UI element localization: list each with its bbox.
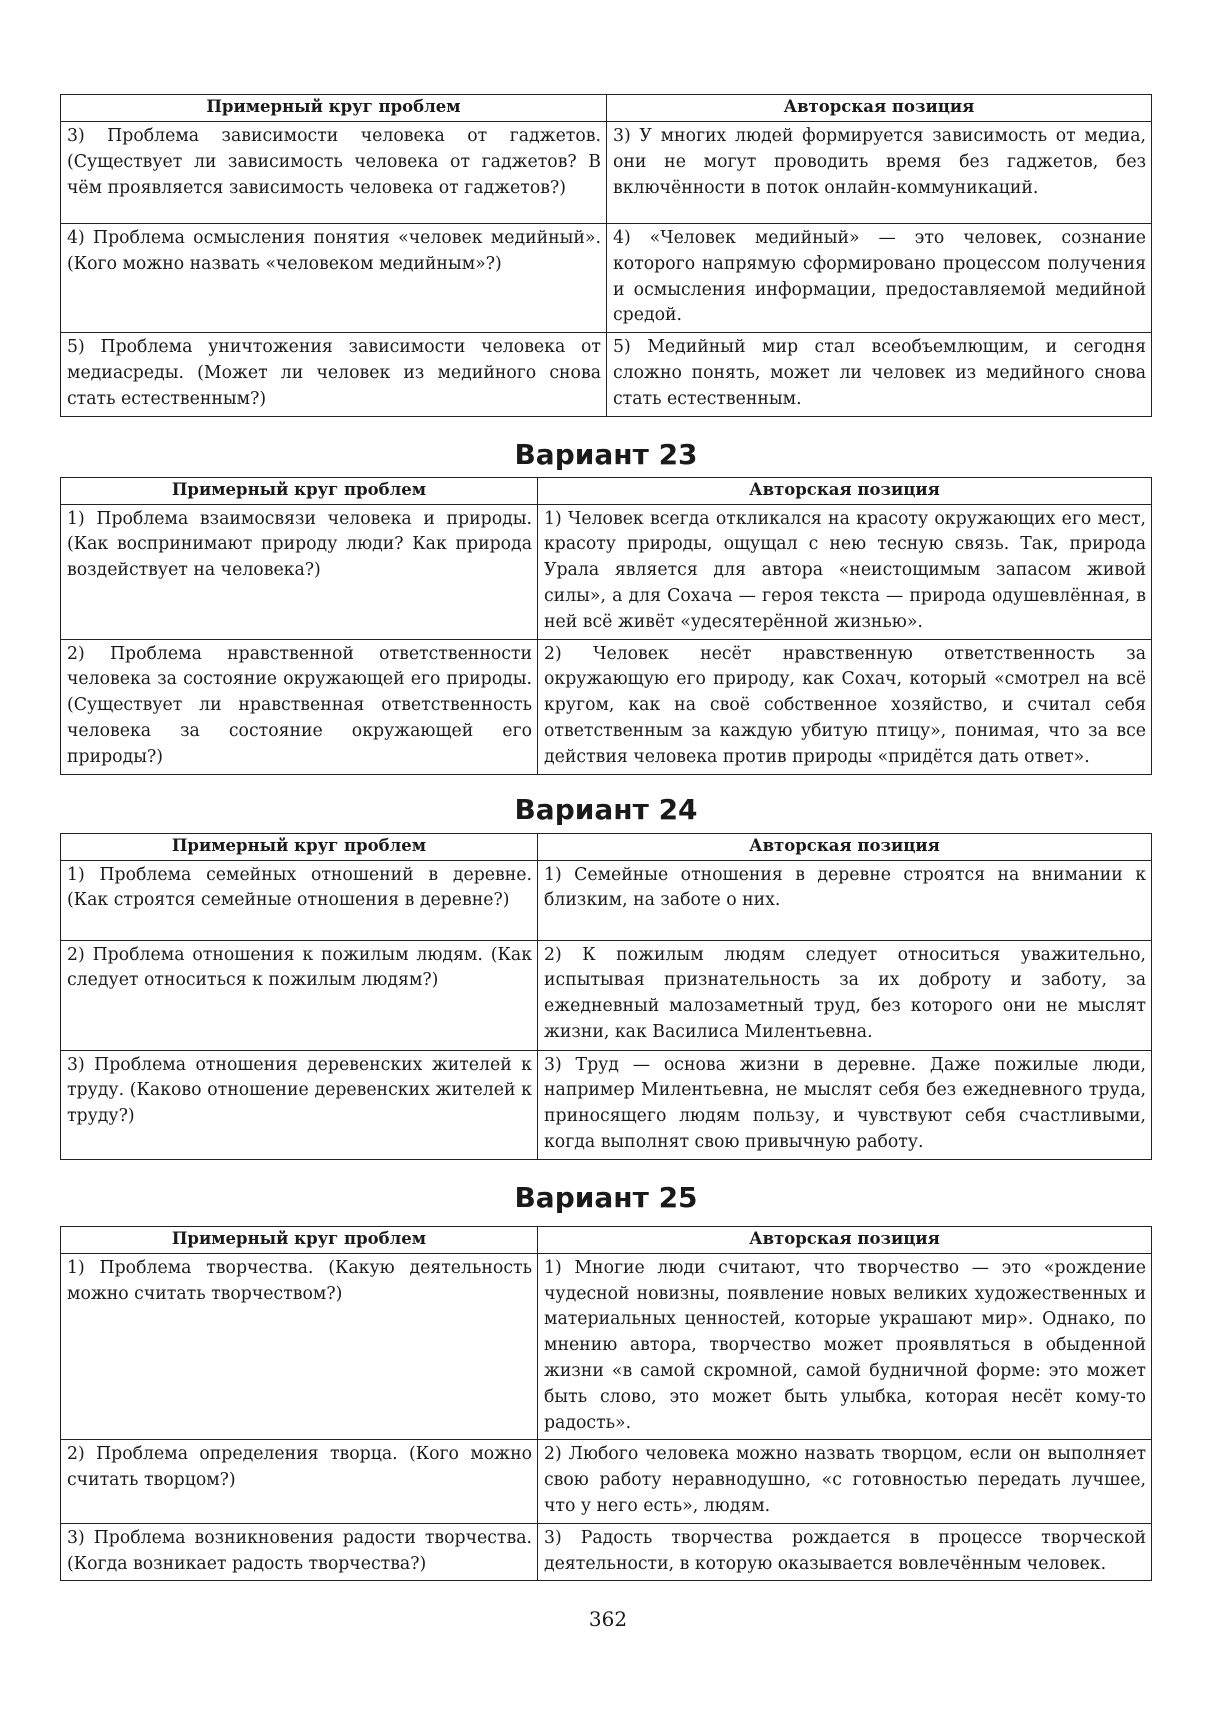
column-header-problems: Примерный круг проблем: [61, 95, 607, 122]
table-row: [61, 639, 1152, 774]
table-header-row: [61, 1226, 1152, 1253]
position-cell: 2) Любого человека можно назвать творцом, если он выполняет свою работу неравнодушно, «с готовностью передать лучшее, что у него есть», людям.: [538, 1440, 1152, 1523]
table-variant-24: [60, 833, 1152, 1160]
position-cell: 3) Радость творчества рождается в процессе творческой деятельности, в которую оказывается вовлечённым человек.: [538, 1523, 1152, 1581]
column-header-author-position: Авторская позиция: [538, 833, 1152, 860]
problem-cell: 2) Проблема определения творца. (Кого можно считать творцом?): [61, 1440, 538, 1523]
position-cell: 5) Медийный мир стал всеобъемлющим, и сегодня сложно понять, может ли человек из медийного снова стать естественным.: [607, 333, 1152, 416]
column-header-problems: Примерный круг проблем: [61, 833, 538, 860]
table-row: [61, 224, 1152, 333]
position-cell: 1) Многие люди считают, что творчество — это «рождение чудесной новизны, появление новых великих художественных и материальных ценностей, которые украшают мир». Однако, по мнению автора, творчество может проявляться в обыденной жизни «в самой скромной, самой будничной форме: это может быть слово, это может быть улыбка, которая несёт кому-то радость».: [538, 1253, 1152, 1440]
table-row: [61, 1523, 1152, 1581]
table-header-row: [61, 95, 1152, 122]
position-cell: 2) К пожилым людям следует относиться уважительно, испытывая признательность за их доброту и заботу, за ежедневный малозаметный труд, без которого они не мыслят жизни, как Василиса Милентьевна.: [538, 940, 1152, 1050]
table-variant-23: [60, 477, 1152, 775]
variant-25-heading: Вариант 25: [514, 1180, 698, 1214]
table-row: [61, 940, 1152, 1050]
position-cell: 4) «Человек медийный» — это человек, сознание которого напрямую сформировано процессом получения и осмысления информации, предоставляемой медийной средой.: [607, 224, 1152, 333]
table-variant-25: [60, 1226, 1152, 1582]
page-number: 362: [588, 1607, 628, 1631]
page-content: [60, 94, 1152, 1581]
problem-cell: 2) Проблема отношения к пожилым людям. (Как следует относиться к пожилым людям?): [61, 940, 538, 1050]
problem-cell: 3) Проблема отношения деревенских жителей к труду. (Каково отношение деревенских жителей к труду?): [61, 1050, 538, 1159]
column-header-author-position: Авторская позиция: [538, 477, 1152, 504]
table-row: [61, 333, 1152, 416]
table-previous-variant: [60, 94, 1152, 417]
problem-cell: 5) Проблема уничтожения зависимости человека от медиасреды. (Может ли человек из медийного снова стать естественным?): [61, 333, 607, 416]
problem-cell: 4) Проблема осмысления понятия «человек медийный». (Кого можно назвать «человеком медийным»?): [61, 224, 607, 333]
problem-cell: 1) Проблема взаимосвязи человека и природы. (Как воспринимают природу люди? Как природа воздействует на человека?): [61, 504, 538, 639]
table-header-row: [61, 477, 1152, 504]
position-cell: 3) Труд — основа жизни в деревне. Даже пожилые люди, например Милентьевна, не мыслят себя без ежедневного труда, приносящего людям пользу, и чувствуют себя счастливыми, когда выполнят свою привычную работу.: [538, 1050, 1152, 1159]
position-cell: 2) Человек несёт нравственную ответственность за окружающую его природу, как Сохач, который «смотрел на всё кругом, как на своё собственное хозяйство, и считал себя ответственным за каждую убитую птицу», понимая, что за все действия человека против природы «придётся дать ответ».: [538, 639, 1152, 774]
table-row: [61, 1050, 1152, 1159]
column-header-problems: Примерный круг проблем: [61, 477, 538, 504]
position-cell: 3) У многих людей формируется зависимость от медиа, они не могут проводить время без гаджетов, без включённости в поток онлайн-коммуникаций.: [607, 122, 1152, 224]
problem-cell: 2) Проблема нравственной ответственности человека за состояние окружающей его природы. (Существует ли нравственная ответственность человека за состояние окружающей его природы?): [61, 639, 538, 774]
table-header-row: [61, 833, 1152, 860]
problem-cell: 3) Проблема возникновения радости творчества. (Когда возникает радость творчества?): [61, 1523, 538, 1581]
position-cell: 1) Семейные отношения в деревне строятся на внимании к близким, на заботе о них.: [538, 860, 1152, 940]
variant-24-heading: Вариант 24: [514, 792, 698, 826]
column-header-author-position: Авторская позиция: [538, 1226, 1152, 1253]
problem-cell: 1) Проблема семейных отношений в деревне. (Как строятся семейные отношения в деревне?): [61, 860, 538, 940]
table-row: [61, 860, 1152, 940]
table-row: [61, 1253, 1152, 1440]
variant-23-heading: Вариант 23: [514, 437, 698, 471]
problem-cell: 3) Проблема зависимости человека от гаджетов. (Существует ли зависимость человека от гаджетов? В чём проявляется зависимость человека от гаджетов?): [61, 122, 607, 224]
table-row: [61, 122, 1152, 224]
column-header-problems: Примерный круг проблем: [61, 1226, 538, 1253]
problem-cell: 1) Проблема творчества. (Какую деятельность можно считать творчеством?): [61, 1253, 538, 1440]
column-header-author-position: Авторская позиция: [607, 95, 1152, 122]
table-row: [61, 504, 1152, 639]
position-cell: 1) Человек всегда откликался на красоту окружающих его мест, красоту природы, ощущал с нею тесную связь. Так, природа Урала является для автора «неистощимым запасом живой силы», а для Сохача — героя текста — природа одушевлённая, в ней всё живёт «удесятерённой жизнью».: [538, 504, 1152, 639]
table-row: [61, 1440, 1152, 1523]
